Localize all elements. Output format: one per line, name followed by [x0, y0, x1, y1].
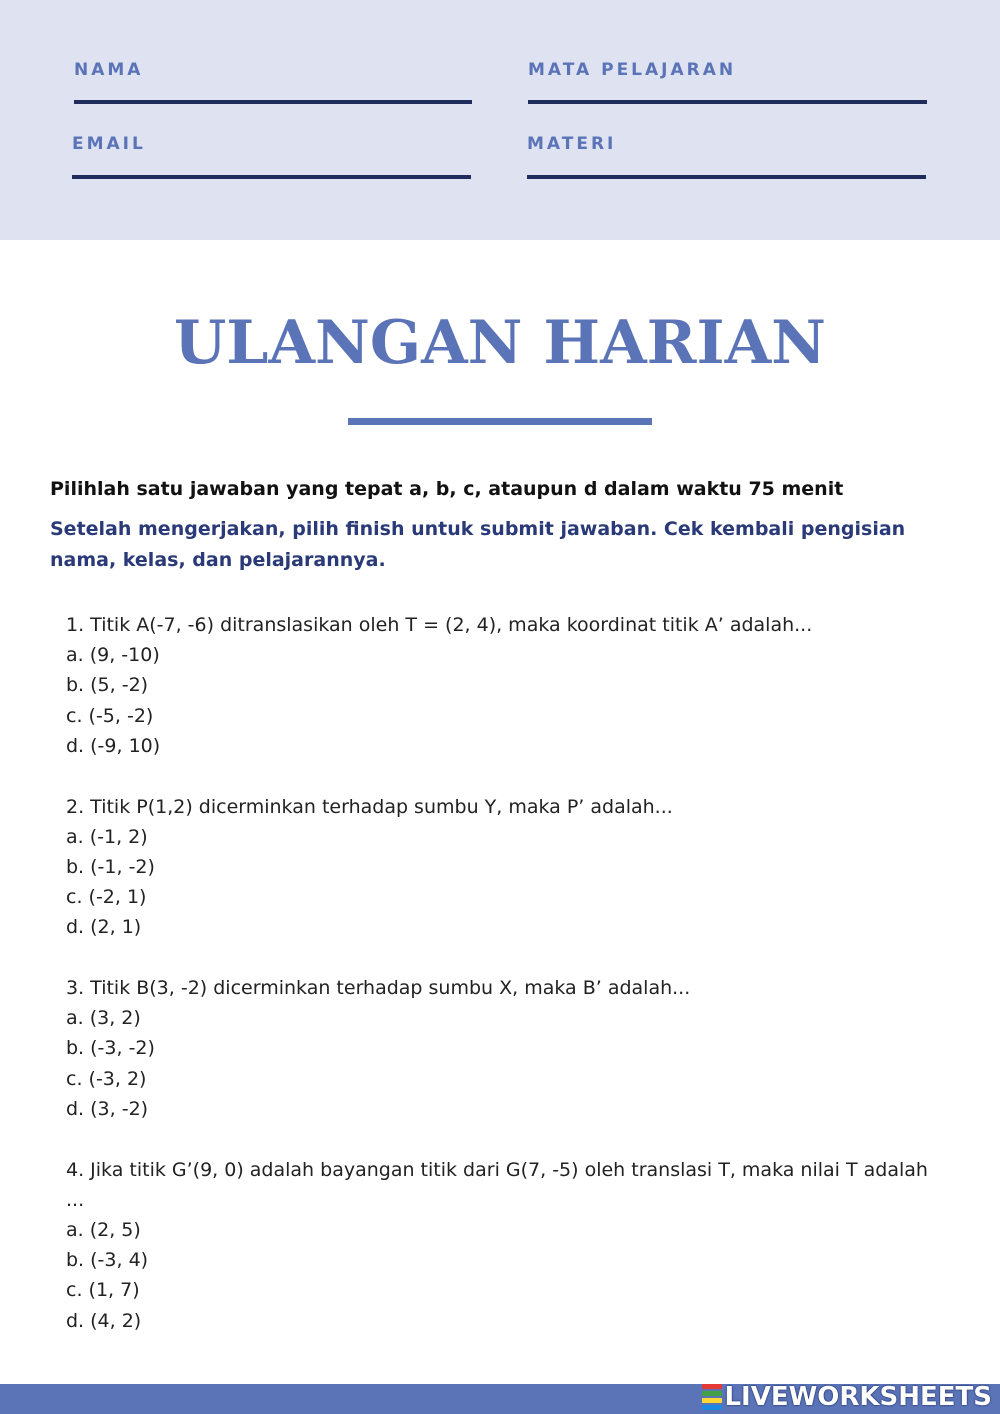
subject-field[interactable] — [528, 100, 927, 104]
brand-logo[interactable] — [702, 1380, 992, 1414]
instructions-sub: Setelah mengerjakan, pilih finish untuk submit jawaban. Cek kembali pengisian nama, kelas, dan pelajarannya. — [50, 518, 906, 571]
answer-option-d[interactable]: d. (3, -2) — [66, 1097, 149, 1120]
question-3 — [66, 973, 946, 1124]
liveworksheets-logo-icon — [702, 1384, 722, 1410]
answer-option-b[interactable]: b. (-3, 4) — [66, 1249, 149, 1272]
question-4 — [66, 1155, 946, 1336]
answer-option-b[interactable]: b. (-3, -2) — [66, 1037, 155, 1060]
question-1 — [66, 610, 946, 761]
answer-option-a[interactable]: a. (3, 2) — [66, 1007, 141, 1030]
instructions-main: Pilihlah satu jawaban yang tepat a, b, c, ataupun d dalam waktu 75 menit — [50, 478, 844, 500]
answer-option-c[interactable]: c. (-2, 1) — [66, 886, 147, 909]
page-title: ULANGAN HARIAN — [173, 308, 826, 378]
answer-option-d[interactable]: d. (-9, 10) — [66, 734, 161, 757]
answer-option-a[interactable]: a. (2, 5) — [66, 1218, 141, 1241]
answer-option-d[interactable]: d. (2, 1) — [66, 916, 142, 939]
answer-option-a[interactable]: a. (-1, 2) — [66, 825, 148, 848]
answer-option-a[interactable]: a. (9, -10) — [66, 644, 160, 667]
question-list — [66, 610, 946, 1366]
header-band — [0, 0, 1000, 240]
answer-option-d[interactable]: d. (4, 2) — [66, 1309, 142, 1332]
answer-option-c[interactable]: c. (-3, 2) — [66, 1067, 147, 1090]
answer-option-b[interactable]: b. (-1, -2) — [66, 855, 155, 878]
email-label: EMAIL — [72, 134, 146, 154]
answer-option-c[interactable]: c. (-5, -2) — [66, 704, 154, 727]
title-divider — [348, 418, 652, 425]
question-text: 3. Titik B(3, -2) dicerminkan terhadap sumbu X, maka B’ adalah... — [66, 977, 691, 1000]
name-label: NAMA — [74, 60, 144, 80]
answer-option-c[interactable]: c. (1, 7) — [66, 1279, 140, 1302]
name-field[interactable] — [74, 100, 472, 104]
email-field[interactable] — [72, 175, 471, 179]
question-2 — [66, 792, 946, 943]
topic-field[interactable] — [527, 175, 926, 179]
question-text: 4. Jika titik G’(9, 0) adalah bayangan titik dari G(7, -5) oleh translasi T, maka nilai T adalah ... — [66, 1158, 928, 1211]
subject-label: MATA PELAJARAN — [528, 60, 737, 80]
question-text: 1. Titik A(-7, -6) ditranslasikan oleh T = (2, 4), maka koordinat titik A’ adalah... — [66, 614, 813, 636]
topic-label: MATERI — [527, 134, 617, 154]
question-text: 2. Titik P(1,2) dicerminkan terhadap sumbu Y, maka P’ adalah... — [66, 795, 673, 818]
brand-name: LIVEWORKSHEETS — [724, 1382, 992, 1412]
answer-option-b[interactable]: b. (5, -2) — [66, 674, 149, 697]
